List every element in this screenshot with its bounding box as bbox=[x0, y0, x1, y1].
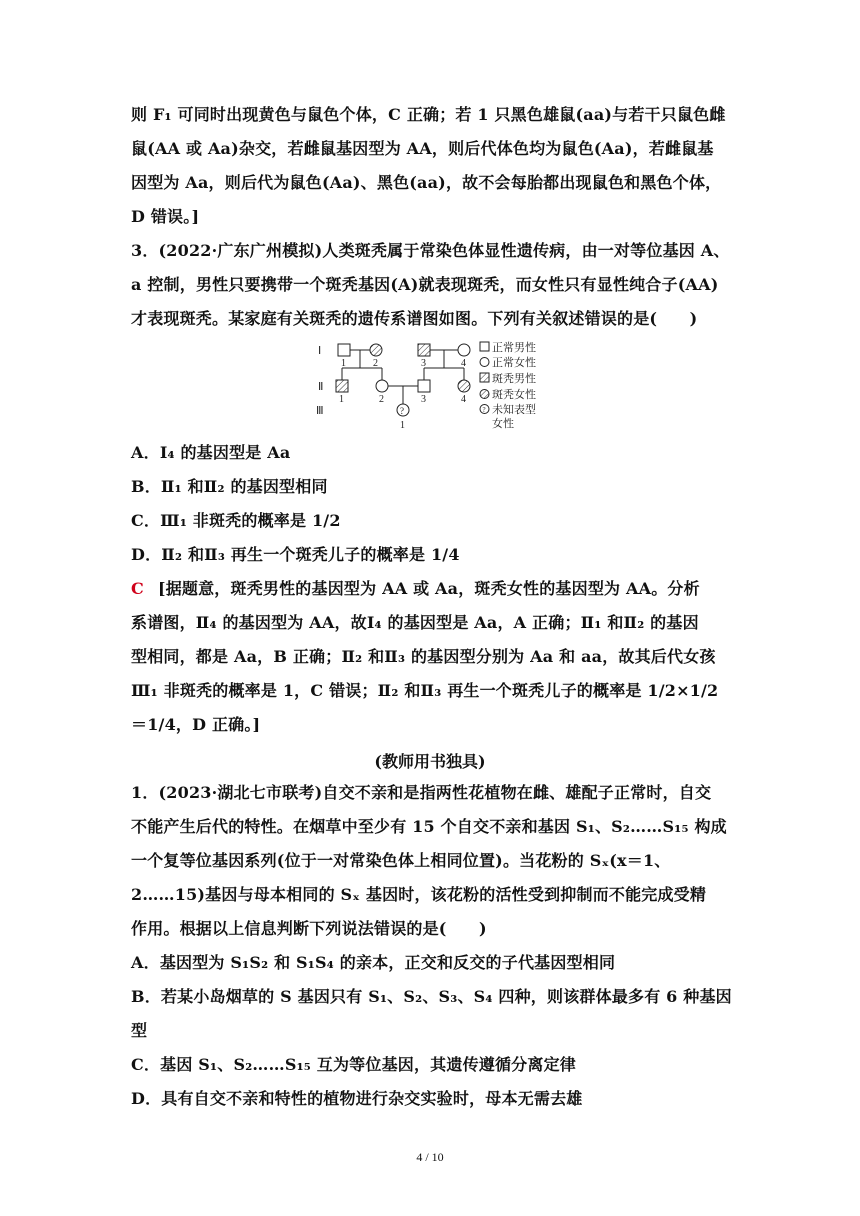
text-line: 系谱图，Ⅱ₄ 的基因型为 AA，故Ⅰ₄ 的基因型是 Aa，A 正确；Ⅱ₁ 和Ⅱ₂ 的基因 bbox=[131, 613, 699, 632]
option-b: B．若某小岛烟草的 S 基因只有 S₁、S₂、S₃、S₄ 四种，则该群体最多有 6 种基因 bbox=[131, 987, 732, 1006]
generation-label: Ⅲ bbox=[316, 405, 324, 417]
legend-label: 斑秃男性 bbox=[492, 373, 536, 385]
question-1-stem bbox=[131, 776, 731, 1116]
gen2-number: 4 bbox=[461, 394, 466, 405]
gen1-number: 3 bbox=[421, 358, 426, 369]
text-line: 鼠(AA 或 Aa)杂交，若雌鼠基因型为 AA，则后代体色均为鼠色(Aa)，若雌鼠基 bbox=[131, 139, 714, 158]
option-c: C．Ⅲ₁ 非斑秃的概率是 1/2 bbox=[131, 511, 341, 530]
answer-letter: C bbox=[131, 579, 144, 598]
legend-bald-male-icon bbox=[480, 373, 489, 382]
text-line: 1．(2023·湖北七市联考)自交不亲和是指两性花植物在雌、雄配子正常时，自交 bbox=[131, 783, 712, 802]
text-line: D 错误。] bbox=[131, 207, 200, 226]
gen2-male-1 bbox=[336, 380, 348, 392]
generation-label: Ⅱ bbox=[318, 381, 324, 393]
legend-label: 斑秃女性 bbox=[492, 389, 536, 401]
unknown-mark: ? bbox=[400, 406, 404, 416]
gen1-number: 4 bbox=[461, 358, 466, 369]
option-b-continued: 型 bbox=[131, 1021, 148, 1040]
text-line: 才表现斑秃。某家庭有关斑秃的遗传系谱图如图。下列有关叙述错误的是( ) bbox=[131, 309, 698, 328]
generation-label: Ⅰ bbox=[318, 345, 322, 357]
option-c: C．基因 S₁、S₂……S₁₅ 互为等位基因，其遗传遵循分离定律 bbox=[131, 1055, 576, 1074]
gen1-male-3 bbox=[418, 344, 430, 356]
question-3-stem bbox=[131, 234, 731, 336]
legend-unknown-mark: ? bbox=[482, 406, 486, 414]
gen1-male-1 bbox=[338, 344, 350, 356]
option-a: A．基因型为 S₁S₂ 和 S₁S₄ 的亲本，正交和反交的子代基因型相同 bbox=[131, 953, 616, 972]
text-line: 则 F₁ 可同时出现黄色与鼠色个体，C 正确；若 1 只黑色雄鼠(aa)与若干只鼠色雌 bbox=[131, 105, 726, 124]
text-line: 作用。根据以上信息判断下列说法错误的是( ) bbox=[131, 919, 487, 938]
previous-answer-text bbox=[131, 98, 731, 234]
gen1-female-4 bbox=[458, 344, 470, 356]
text-line: Ⅲ₁ 非斑秃的概率是 1，C 错误；Ⅱ₂ 和Ⅱ₃ 再生一个斑秃儿子的概率是 1/2×1/2 bbox=[131, 681, 719, 700]
gen3-number: 1 bbox=[400, 420, 405, 431]
text-line: ＝1/4，D 正确。] bbox=[131, 715, 261, 734]
gen1-female-2 bbox=[370, 344, 382, 356]
option-b: B．Ⅱ₁ 和Ⅱ₂ 的基因型相同 bbox=[131, 477, 328, 496]
page-number: 4 / 10 bbox=[416, 1150, 444, 1164]
section-heading: (教师用书独具) bbox=[374, 752, 486, 771]
gen1-number: 1 bbox=[341, 358, 346, 369]
gen2-female-2 bbox=[376, 380, 388, 392]
text-line: 一个复等位基因系列(位于一对常染色体上相同位置)。当花粉的 Sₓ(x＝1、 bbox=[131, 851, 671, 870]
text-line: 3．(2022·广东广州模拟)人类斑秃属于常染色体显性遗传病，由一对等位基因 A、 bbox=[131, 241, 730, 260]
pedigree-chart bbox=[312, 338, 552, 434]
legend-bald-female-icon bbox=[480, 390, 489, 399]
option-d: D．具有自交不亲和特性的植物进行杂交实验时，母本无需去雄 bbox=[131, 1089, 583, 1108]
text-line: 型相同，都是 Aa，B 正确；Ⅱ₂ 和Ⅱ₃ 的基因型分别为 Aa 和 aa，故其后代女孩 bbox=[131, 647, 716, 666]
gen2-male-3 bbox=[418, 380, 430, 392]
question-3-answer bbox=[131, 572, 731, 742]
gen2-number: 1 bbox=[339, 394, 344, 405]
legend-normal-female-icon bbox=[480, 358, 489, 367]
gen2-number: 2 bbox=[379, 394, 384, 405]
option-d: D．Ⅱ₂ 和Ⅱ₃ 再生一个斑秃儿子的概率是 1/4 bbox=[131, 545, 460, 564]
legend-normal-male-icon bbox=[480, 342, 489, 351]
text-line: 因型为 Aa，则后代为鼠色(Aa)、黑色(aa)，故不会每胎都出现鼠色和黑色个体， bbox=[131, 173, 722, 192]
legend-label: 女性 bbox=[492, 418, 514, 430]
text-line: a 控制，男性只要携带一个斑秃基因(A)就表现斑秃，而女性只有显性纯合子(AA) bbox=[131, 275, 719, 294]
question-3-options bbox=[131, 436, 731, 572]
gen1-number: 2 bbox=[373, 358, 378, 369]
legend-label: 未知表型 bbox=[492, 404, 536, 416]
legend-label: 正常男性 bbox=[492, 342, 536, 354]
text-line: 不能产生后代的特性。在烟草中至少有 15 个自交不亲和基因 S₁、S₂……S₁₅ 构成 bbox=[131, 817, 727, 836]
answer-text: [据题意，斑秃男性的基因型为 AA 或 Aa，斑秃女性的基因型为 AA。分析 bbox=[157, 579, 700, 598]
legend-label: 正常女性 bbox=[492, 357, 536, 369]
text-line: 2……15)基因与母本相同的 Sₓ 基因时，该花粉的活性受到抑制而不能完成受精 bbox=[131, 885, 707, 904]
option-a: A．Ⅰ₄ 的基因型是 Aa bbox=[131, 443, 291, 462]
gen2-female-4 bbox=[458, 380, 470, 392]
answer-first-line bbox=[131, 572, 731, 606]
gen2-number: 3 bbox=[421, 394, 426, 405]
